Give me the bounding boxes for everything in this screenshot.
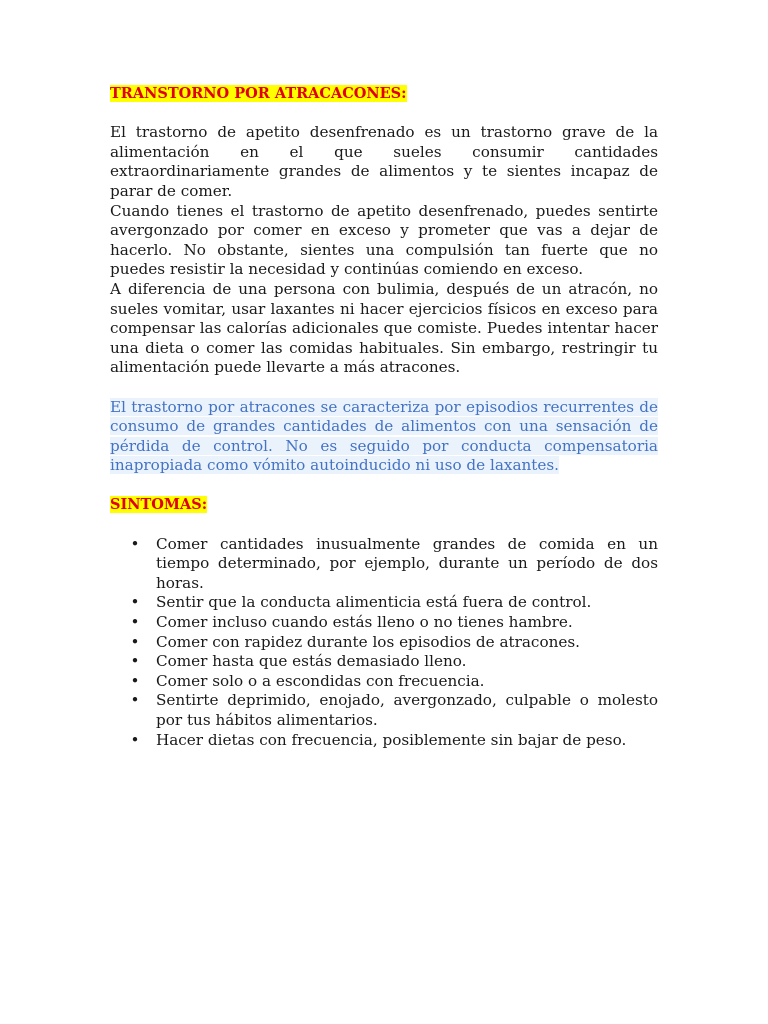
bullet-icon: • bbox=[130, 593, 140, 612]
list-item bbox=[110, 731, 658, 751]
list-item-text: Comer hasta que estás demasiado lleno. bbox=[156, 652, 467, 671]
paragraph-shame: Cuando tienes el trastorno de apetito desenfrenado, puedes sentirte avergonzado por comer en exceso y prometer que vas a dejar de hacerlo. No obstante, sientes una compulsión tan fuerte que no puedes resistir la necesidad y continúas comiendo en exceso. bbox=[110, 201, 658, 279]
list-item-text: Hacer dietas con frecuencia, posiblemente sin bajar de peso. bbox=[156, 730, 627, 749]
symptoms-heading: SINTOMAS: bbox=[110, 496, 208, 514]
highlighted-block bbox=[110, 398, 658, 476]
symptoms-list bbox=[110, 535, 658, 751]
paragraph-bulimia-difference: A diferencia de una persona con bulimia, después de un atracón, no sueles vomitar, usar laxantes ni hacer ejercicios físicos en exceso para compensar las calorías adicionales que comiste. Puedes intentar hacer una dieta o comer las comidas habituales. Sin embargo, restringir tu alimentación puede llevarte a más atracones. bbox=[110, 279, 658, 377]
bullet-icon: • bbox=[130, 691, 140, 710]
bullet-icon: • bbox=[130, 652, 140, 671]
bullet-icon: • bbox=[130, 613, 140, 632]
document-page bbox=[110, 84, 658, 750]
list-item-text: Comer con rapidez durante los episodios de atracones. bbox=[156, 632, 580, 651]
document-title: TRANSTORNO POR ATRACACONES: bbox=[110, 85, 407, 102]
list-item bbox=[110, 613, 658, 633]
bullet-icon: • bbox=[130, 671, 140, 690]
spacer bbox=[110, 378, 658, 398]
symptoms-heading-block bbox=[110, 495, 658, 515]
spacer bbox=[110, 515, 658, 535]
paragraph-definition: El trastorno de apetito desenfrenado es un trastorno grave de la alimentación en el que sueles consumir cantidades extraordinariamente grandes de alimentos y te sientes incapaz de parar de comer. bbox=[110, 123, 658, 200]
list-item-text: Comer solo o a escondidas con frecuencia. bbox=[156, 671, 485, 690]
list-item-text: Comer incluso cuando estás lleno o no tienes hambre. bbox=[156, 613, 573, 632]
list-item-text: Sentirte deprimido, enojado, avergonzado, culpable o molesto por tus hábitos alimentarios. bbox=[156, 691, 658, 729]
list-item bbox=[110, 633, 658, 653]
list-item bbox=[110, 593, 658, 613]
highlighted-paragraph: El trastorno por atracones se caracteriza por episodios recurrentes de consumo de grandes cantidades de alimentos con una sensación de pérdida de control. No es seguido por conducta compensatoria inapropiada como vómito autoinducido ni uso de laxantes. bbox=[110, 397, 658, 475]
bullet-icon: • bbox=[130, 534, 140, 553]
list-item bbox=[110, 652, 658, 672]
list-item bbox=[110, 672, 658, 692]
list-item-text: Comer cantidades inusualmente grandes de comida en un tiempo determinado, por ejemplo, durante un período de dos horas. bbox=[156, 534, 658, 592]
spacer bbox=[110, 104, 658, 124]
bullet-icon: • bbox=[130, 730, 140, 749]
bullet-icon: • bbox=[130, 632, 140, 651]
list-item bbox=[110, 535, 658, 594]
title-block bbox=[110, 84, 658, 104]
spacer bbox=[110, 476, 658, 496]
list-item-text: Sentir que la conducta alimenticia está fuera de control. bbox=[156, 593, 592, 612]
list-item bbox=[110, 691, 658, 730]
